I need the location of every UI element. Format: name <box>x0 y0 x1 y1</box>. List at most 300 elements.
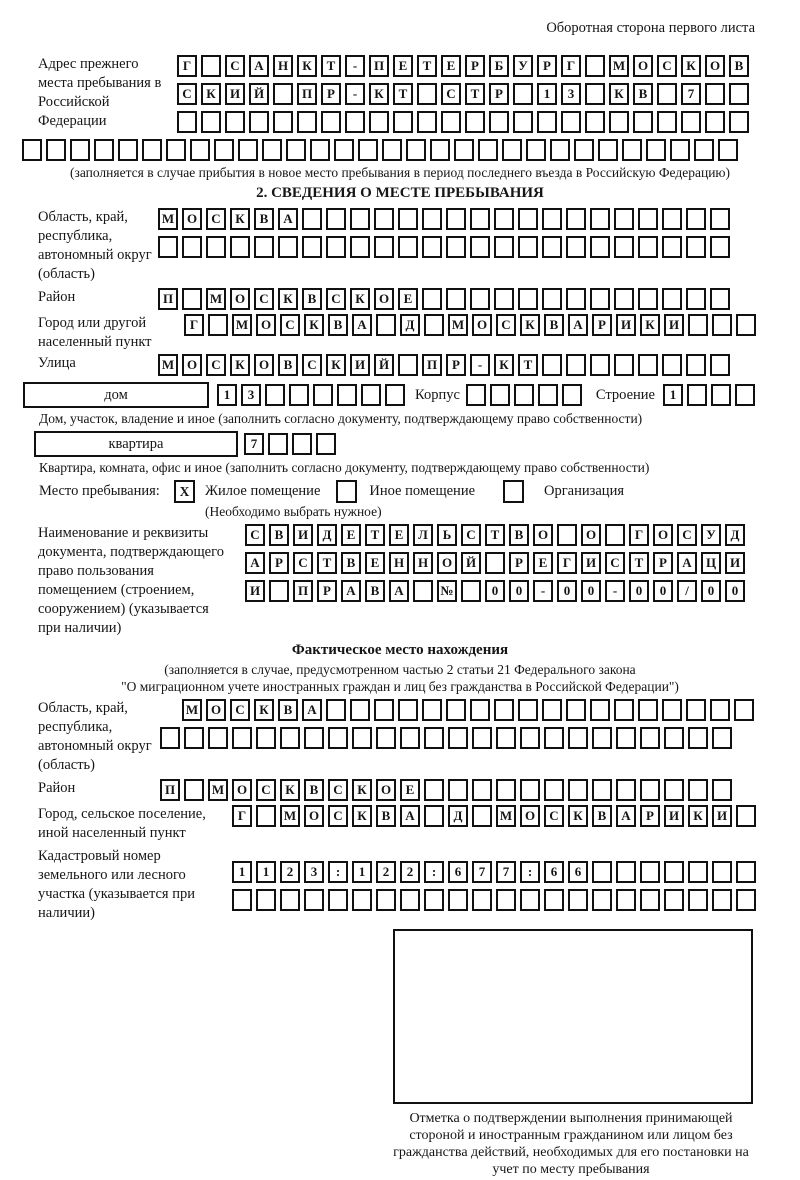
char-cell <box>710 208 730 230</box>
char-cell <box>566 236 586 258</box>
char-cell: И <box>712 805 732 827</box>
char-cell <box>478 139 498 161</box>
char-cell <box>201 55 221 77</box>
char-cell <box>446 288 466 310</box>
char-cell: 7 <box>244 433 264 455</box>
char-cell: Й <box>374 354 394 376</box>
char-cell <box>544 727 564 749</box>
char-cell <box>590 236 610 258</box>
char-cell: М <box>158 354 178 376</box>
char-cell <box>406 139 426 161</box>
char-cell <box>454 139 474 161</box>
char-cell: С <box>544 805 564 827</box>
char-cell: 7 <box>496 861 516 883</box>
cadastre-row-1 <box>232 861 756 883</box>
checkbox-other-premises <box>336 480 357 503</box>
char-cell <box>313 384 333 406</box>
char-cell: 2 <box>376 861 396 883</box>
char-cell <box>289 384 309 406</box>
char-cell: В <box>509 524 529 546</box>
char-cell: П <box>293 580 313 602</box>
char-cell: С <box>245 524 265 546</box>
char-cell <box>430 139 450 161</box>
char-cell: В <box>544 314 564 336</box>
document-block <box>38 524 800 638</box>
district-block <box>38 288 800 310</box>
char-cell: К <box>230 208 250 230</box>
char-cell <box>273 83 293 105</box>
char-cell <box>614 354 634 376</box>
char-cell <box>369 111 389 133</box>
actual-region-label: Область, край, республика, автономный округ (область) <box>38 700 152 773</box>
street-block <box>38 354 800 376</box>
char-cell: 3 <box>241 384 261 406</box>
char-cell <box>166 139 186 161</box>
char-cell <box>592 727 612 749</box>
char-cell <box>374 208 394 230</box>
char-cell: - <box>345 55 365 77</box>
char-cell: Д <box>317 524 337 546</box>
char-cell: К <box>369 83 389 105</box>
city-row <box>184 314 756 336</box>
char-cell <box>337 384 357 406</box>
prev-address-row-2 <box>177 83 749 105</box>
char-cell <box>448 779 468 801</box>
char-cell <box>686 354 706 376</box>
char-cell <box>232 889 252 911</box>
stay-type-row <box>39 480 800 503</box>
char-cell: О <box>182 208 202 230</box>
char-cell <box>616 861 636 883</box>
char-cell <box>262 139 282 161</box>
char-cell <box>184 779 204 801</box>
char-cell <box>566 699 586 721</box>
char-cell <box>590 699 610 721</box>
char-cell <box>494 699 514 721</box>
actual-district-label: Район <box>38 780 76 796</box>
char-cell <box>513 111 533 133</box>
char-cell <box>718 139 738 161</box>
char-cell <box>304 727 324 749</box>
district-label: Район <box>38 289 76 305</box>
char-cell <box>686 208 706 230</box>
char-cell <box>249 111 269 133</box>
char-cell <box>638 288 658 310</box>
house-block <box>23 382 800 408</box>
char-cell <box>424 805 444 827</box>
char-cell <box>398 236 418 258</box>
char-cell <box>616 779 636 801</box>
char-cell: Й <box>249 83 269 105</box>
char-cell <box>538 384 558 406</box>
char-cell <box>662 236 682 258</box>
char-cell <box>422 288 442 310</box>
char-cell: Д <box>448 805 468 827</box>
char-cell: 0 <box>629 580 649 602</box>
char-cell: Г <box>232 805 252 827</box>
char-cell: А <box>389 580 409 602</box>
char-cell: С <box>496 314 516 336</box>
char-cell <box>94 139 114 161</box>
char-cell <box>190 139 210 161</box>
char-cell: И <box>245 580 265 602</box>
char-cell: К <box>688 805 708 827</box>
char-cell: С <box>461 524 481 546</box>
option-organization-label: Организация <box>544 483 624 499</box>
house-number-row <box>217 384 405 406</box>
char-cell: П <box>160 779 180 801</box>
stamp-caption: Отметка о подтверждении выполнения принимающей стороной и иностранным гражданином или лицом без гражданства действий, необходимых для его постановки на учет по месту пребывания <box>393 1111 749 1177</box>
char-cell <box>400 889 420 911</box>
char-cell <box>590 288 610 310</box>
char-cell <box>664 779 684 801</box>
char-cell <box>518 288 538 310</box>
char-cell <box>472 805 492 827</box>
char-cell <box>374 236 394 258</box>
char-cell: С <box>293 552 313 574</box>
prev-address-label: Адрес прежнего места пребывания в Российской Федерации <box>38 56 162 129</box>
char-cell <box>514 384 534 406</box>
char-cell: Г <box>557 552 577 574</box>
char-cell <box>118 139 138 161</box>
char-cell <box>590 354 610 376</box>
char-cell <box>736 861 756 883</box>
char-cell <box>729 111 749 133</box>
char-cell <box>424 314 444 336</box>
document-label: Наименование и реквизиты документа, подтверждающего право пользования помещением (строением, сооружением) (указывается при наличии) <box>38 525 224 636</box>
actual-district-block <box>38 779 800 801</box>
char-cell <box>273 111 293 133</box>
char-cell: Р <box>592 314 612 336</box>
district-row <box>158 288 730 310</box>
char-cell: К <box>609 83 629 105</box>
actual-city-block <box>38 805 800 843</box>
char-cell <box>413 580 433 602</box>
document-row-1 <box>245 524 745 546</box>
char-cell: О <box>254 354 274 376</box>
char-cell <box>466 384 486 406</box>
char-cell <box>688 727 708 749</box>
char-cell <box>208 727 228 749</box>
char-cell <box>350 208 370 230</box>
char-cell: В <box>278 699 298 721</box>
char-cell <box>568 727 588 749</box>
char-cell <box>729 83 749 105</box>
char-cell <box>518 236 538 258</box>
char-cell <box>561 111 581 133</box>
char-cell <box>712 727 732 749</box>
char-cell: Г <box>629 524 649 546</box>
char-cell: О <box>206 699 226 721</box>
char-cell <box>352 889 372 911</box>
char-cell <box>398 699 418 721</box>
char-cell <box>542 208 562 230</box>
char-cell: Т <box>629 552 649 574</box>
char-cell <box>712 779 732 801</box>
char-cell <box>712 889 732 911</box>
char-cell: В <box>633 83 653 105</box>
char-cell: Ь <box>437 524 457 546</box>
char-cell <box>142 139 162 161</box>
actual-location-title: Фактическое место нахождения <box>291 642 509 658</box>
char-cell <box>609 111 629 133</box>
char-cell <box>489 111 509 133</box>
char-cell: К <box>304 314 324 336</box>
char-cell <box>664 889 684 911</box>
char-cell: Ц <box>701 552 721 574</box>
char-cell <box>694 139 714 161</box>
char-cell: К <box>681 55 701 77</box>
char-cell: 2 <box>280 861 300 883</box>
char-cell: Т <box>365 524 385 546</box>
char-cell: С <box>328 805 348 827</box>
char-cell <box>422 208 442 230</box>
house-box-label: дом <box>104 386 128 403</box>
char-cell <box>614 288 634 310</box>
char-cell <box>566 288 586 310</box>
char-cell <box>585 111 605 133</box>
char-cell <box>662 208 682 230</box>
char-cell: Р <box>537 55 557 77</box>
char-cell: И <box>350 354 370 376</box>
apartment-number-row <box>244 433 336 455</box>
char-cell <box>310 139 330 161</box>
char-cell <box>638 699 658 721</box>
char-cell <box>566 354 586 376</box>
char-cell <box>638 354 658 376</box>
char-cell: Т <box>518 354 538 376</box>
char-cell: М <box>206 288 226 310</box>
char-cell <box>302 236 322 258</box>
char-cell <box>398 208 418 230</box>
char-cell: И <box>581 552 601 574</box>
cadastre-row-2 <box>232 889 756 911</box>
char-cell <box>422 699 442 721</box>
prev-address-row-4 <box>22 139 800 161</box>
char-cell <box>494 208 514 230</box>
char-cell <box>256 805 276 827</box>
char-cell: Е <box>441 55 461 77</box>
char-cell: И <box>664 314 684 336</box>
char-cell: О <box>633 55 653 77</box>
char-cell <box>398 354 418 376</box>
char-cell <box>544 779 564 801</box>
char-cell: Г <box>177 55 197 77</box>
char-cell <box>358 139 378 161</box>
char-cell: В <box>269 524 289 546</box>
char-cell: К <box>278 288 298 310</box>
char-cell <box>557 524 577 546</box>
char-cell: Е <box>341 524 361 546</box>
char-cell: О <box>581 524 601 546</box>
char-cell: А <box>341 580 361 602</box>
char-cell <box>393 111 413 133</box>
char-cell: С <box>328 779 348 801</box>
char-cell: Е <box>400 779 420 801</box>
char-cell <box>256 889 276 911</box>
char-cell <box>686 288 706 310</box>
char-cell: К <box>230 354 250 376</box>
char-cell <box>657 111 677 133</box>
char-cell: Т <box>393 83 413 105</box>
char-cell: О <box>472 314 492 336</box>
char-cell: 7 <box>472 861 492 883</box>
char-cell <box>736 889 756 911</box>
char-cell: С <box>225 55 245 77</box>
char-cell <box>424 889 444 911</box>
street-label: Улица <box>38 355 76 371</box>
char-cell <box>376 889 396 911</box>
char-cell: П <box>297 83 317 105</box>
char-cell <box>562 384 582 406</box>
checkbox-residential: X <box>174 480 195 503</box>
actual-location-note-2: "О миграционном учете иностранных граждан и лиц без гражданства в Российской Федерации") <box>121 679 679 694</box>
char-cell <box>520 779 540 801</box>
char-cell <box>688 889 708 911</box>
char-cell <box>520 727 540 749</box>
char-cell: В <box>302 288 322 310</box>
char-cell <box>350 236 370 258</box>
char-cell <box>225 111 245 133</box>
apartment-box-label: квартира <box>108 435 164 452</box>
char-cell: 0 <box>581 580 601 602</box>
char-cell <box>302 208 322 230</box>
char-cell: - <box>605 580 625 602</box>
choose-hint: (Необходимо выбрать нужное) <box>205 504 382 519</box>
char-cell <box>710 236 730 258</box>
char-cell: Т <box>317 552 337 574</box>
char-cell <box>585 83 605 105</box>
char-cell <box>681 111 701 133</box>
char-cell: К <box>352 805 372 827</box>
char-cell: У <box>701 524 721 546</box>
actual-region-row-2 <box>160 727 754 749</box>
char-cell: К <box>568 805 588 827</box>
char-cell: О <box>230 288 250 310</box>
actual-region-block <box>38 699 800 775</box>
char-cell <box>614 208 634 230</box>
char-cell: 0 <box>653 580 673 602</box>
char-cell: Р <box>465 55 485 77</box>
char-cell: П <box>369 55 389 77</box>
char-cell: Е <box>393 55 413 77</box>
section2-title: 2. СВЕДЕНИЯ О МЕСТЕ ПРЕБЫВАНИЯ <box>256 185 544 201</box>
char-cell: И <box>293 524 313 546</box>
char-cell <box>585 55 605 77</box>
char-cell <box>705 83 725 105</box>
char-cell: А <box>568 314 588 336</box>
char-cell <box>633 111 653 133</box>
char-cell <box>158 236 178 258</box>
char-cell: - <box>533 580 553 602</box>
char-cell <box>160 727 180 749</box>
stroenie-row <box>663 384 755 406</box>
char-cell: О <box>256 314 276 336</box>
char-cell <box>520 889 540 911</box>
char-cell: 0 <box>557 580 577 602</box>
char-cell: М <box>609 55 629 77</box>
char-cell <box>22 139 42 161</box>
char-cell <box>424 779 444 801</box>
char-cell: И <box>616 314 636 336</box>
region-label: Область, край, республика, автономный округ (область) <box>38 209 152 282</box>
char-cell <box>376 314 396 336</box>
char-cell: К <box>297 55 317 77</box>
char-cell <box>280 727 300 749</box>
char-cell: Б <box>489 55 509 77</box>
char-cell: А <box>616 805 636 827</box>
char-cell: С <box>256 779 276 801</box>
char-cell: Л <box>413 524 433 546</box>
char-cell: А <box>677 552 697 574</box>
char-cell <box>736 805 756 827</box>
char-cell <box>472 727 492 749</box>
char-cell <box>400 727 420 749</box>
char-cell: А <box>245 552 265 574</box>
char-cell <box>616 727 636 749</box>
char-cell <box>616 889 636 911</box>
char-cell <box>592 861 612 883</box>
city-block <box>38 314 800 352</box>
char-cell <box>446 208 466 230</box>
region-row-1 <box>158 208 730 230</box>
apartment-note: Квартира, комната, офис и иное (заполнить согласно документу, подтверждающему право собственности) <box>39 460 650 475</box>
char-cell <box>297 111 317 133</box>
char-cell: И <box>225 83 245 105</box>
char-cell <box>256 727 276 749</box>
char-cell <box>417 83 437 105</box>
char-cell <box>345 111 365 133</box>
char-cell: Н <box>413 552 433 574</box>
char-cell <box>640 861 660 883</box>
char-cell <box>424 727 444 749</box>
char-cell: В <box>341 552 361 574</box>
char-cell <box>710 288 730 310</box>
actual-city-label: Город, сельское поселение, иной населенный пункт <box>38 806 206 841</box>
char-cell <box>321 111 341 133</box>
char-cell: К <box>640 314 660 336</box>
document-row-3 <box>245 580 745 602</box>
char-cell <box>734 699 754 721</box>
char-cell <box>448 727 468 749</box>
actual-city-row <box>232 805 756 827</box>
char-cell <box>472 889 492 911</box>
char-cell <box>265 384 285 406</box>
char-cell <box>688 861 708 883</box>
char-cell <box>670 139 690 161</box>
char-cell <box>441 111 461 133</box>
char-cell: О <box>520 805 540 827</box>
char-cell: 0 <box>701 580 721 602</box>
char-cell: М <box>496 805 516 827</box>
char-cell: О <box>182 354 202 376</box>
char-cell <box>640 727 660 749</box>
char-cell: М <box>280 805 300 827</box>
char-cell <box>710 699 730 721</box>
char-cell: 1 <box>537 83 557 105</box>
char-cell: О <box>705 55 725 77</box>
char-cell <box>232 727 252 749</box>
char-cell: С <box>177 83 197 105</box>
char-cell <box>470 699 490 721</box>
char-cell <box>657 83 677 105</box>
char-cell: Н <box>389 552 409 574</box>
char-cell: И <box>725 552 745 574</box>
cadastre-label: Кадастровый номер земельного или лесного участка (указывается при наличии) <box>38 848 195 921</box>
char-cell <box>352 727 372 749</box>
char-cell: К <box>350 288 370 310</box>
char-cell <box>502 139 522 161</box>
